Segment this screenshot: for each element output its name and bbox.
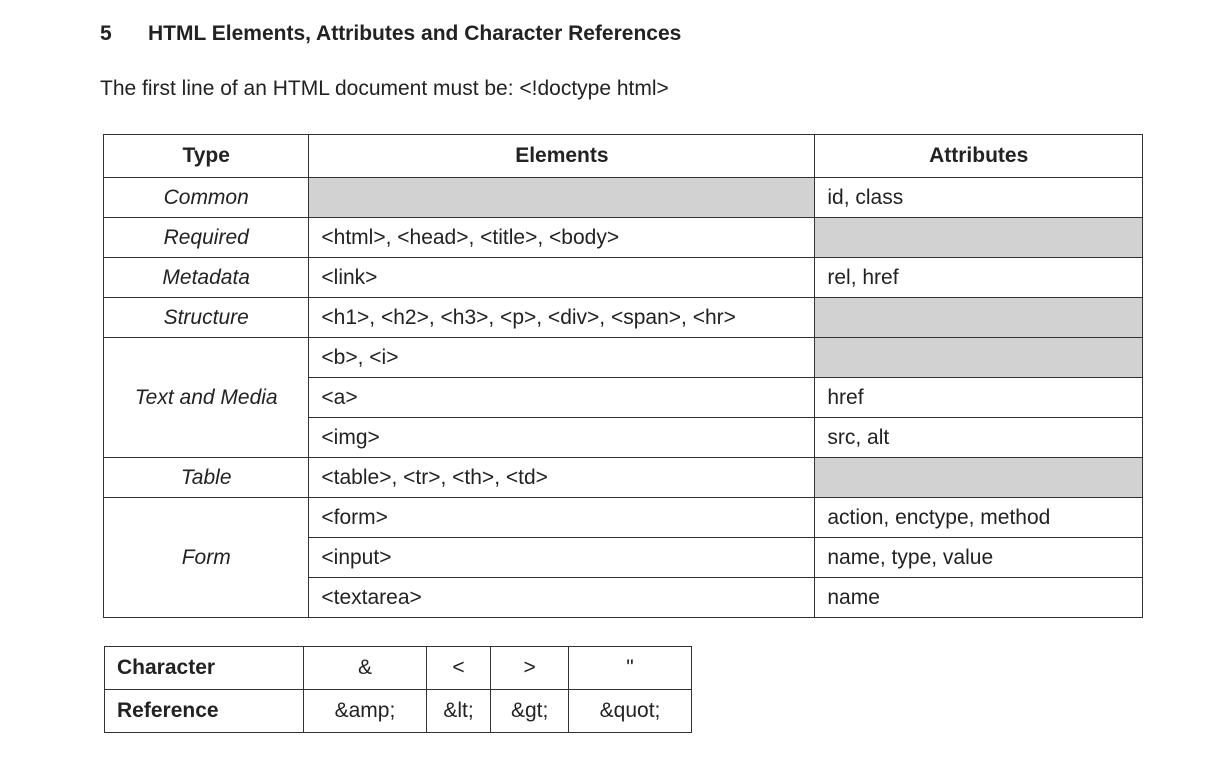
elements-table: [103, 134, 1143, 618]
attributes-cell: action, enctype, method: [815, 498, 1143, 538]
row-label-reference: Reference: [105, 690, 304, 733]
section-number: 5: [100, 22, 112, 45]
elements-cell: <html>, <head>, <title>, <body>: [309, 218, 815, 258]
type-cell: Structure: [104, 298, 309, 338]
header-elements: Elements: [309, 135, 815, 178]
character-cell: <: [426, 647, 490, 690]
attributes-cell-redacted: [815, 298, 1143, 338]
character-cell: >: [491, 647, 569, 690]
reference-cell: &lt;: [426, 690, 490, 733]
attributes-cell: src, alt: [815, 418, 1143, 458]
reference-cell: &amp;: [304, 690, 427, 733]
table-row: [104, 498, 1143, 538]
reference-cell: &quot;: [569, 690, 692, 733]
header-attributes: Attributes: [815, 135, 1143, 178]
character-cell: ": [569, 647, 692, 690]
header-row: [104, 135, 1143, 178]
attributes-cell: name: [815, 578, 1143, 618]
attributes-cell-redacted: [815, 458, 1143, 498]
intro-text: The first line of an HTML document must be: <!doctype html>: [100, 77, 669, 100]
reference-cell: &gt;: [491, 690, 569, 733]
elements-cell: <form>: [309, 498, 815, 538]
type-cell: Common: [104, 178, 309, 218]
elements-cell: <img>: [309, 418, 815, 458]
type-cell: Required: [104, 218, 309, 258]
elements-cell: <link>: [309, 258, 815, 298]
header-type: Type: [104, 135, 309, 178]
table-row: [104, 458, 1143, 498]
type-cell: Form: [104, 498, 309, 618]
attributes-cell-redacted: [815, 218, 1143, 258]
row-label-character: Character: [105, 647, 304, 690]
attributes-cell: href: [815, 378, 1143, 418]
type-cell: Table: [104, 458, 309, 498]
attributes-cell-redacted: [815, 338, 1143, 378]
elements-cell: <a>: [309, 378, 815, 418]
type-cell: Text and Media: [104, 338, 309, 458]
table-row: [104, 218, 1143, 258]
table-row: [104, 178, 1143, 218]
section-title: HTML Elements, Attributes and Character References: [148, 22, 682, 45]
character-reference-table: [104, 646, 692, 733]
attributes-cell: name, type, value: [815, 538, 1143, 578]
type-cell: Metadata: [104, 258, 309, 298]
table-row: [104, 298, 1143, 338]
elements-cell-redacted: [309, 178, 815, 218]
elements-cell: <b>, <i>: [309, 338, 815, 378]
elements-cell: <textarea>: [309, 578, 815, 618]
table-row: [104, 258, 1143, 298]
attributes-cell: id, class: [815, 178, 1143, 218]
section-heading: [100, 22, 681, 46]
elements-cell: <h1>, <h2>, <h3>, <p>, <div>, <span>, <hr>: [309, 298, 815, 338]
elements-cell: <table>, <tr>, <th>, <td>: [309, 458, 815, 498]
attributes-cell: rel, href: [815, 258, 1143, 298]
table-row: [104, 338, 1143, 378]
character-cell: &: [304, 647, 427, 690]
elements-cell: <input>: [309, 538, 815, 578]
reference-row: [105, 690, 692, 733]
character-row: [105, 647, 692, 690]
